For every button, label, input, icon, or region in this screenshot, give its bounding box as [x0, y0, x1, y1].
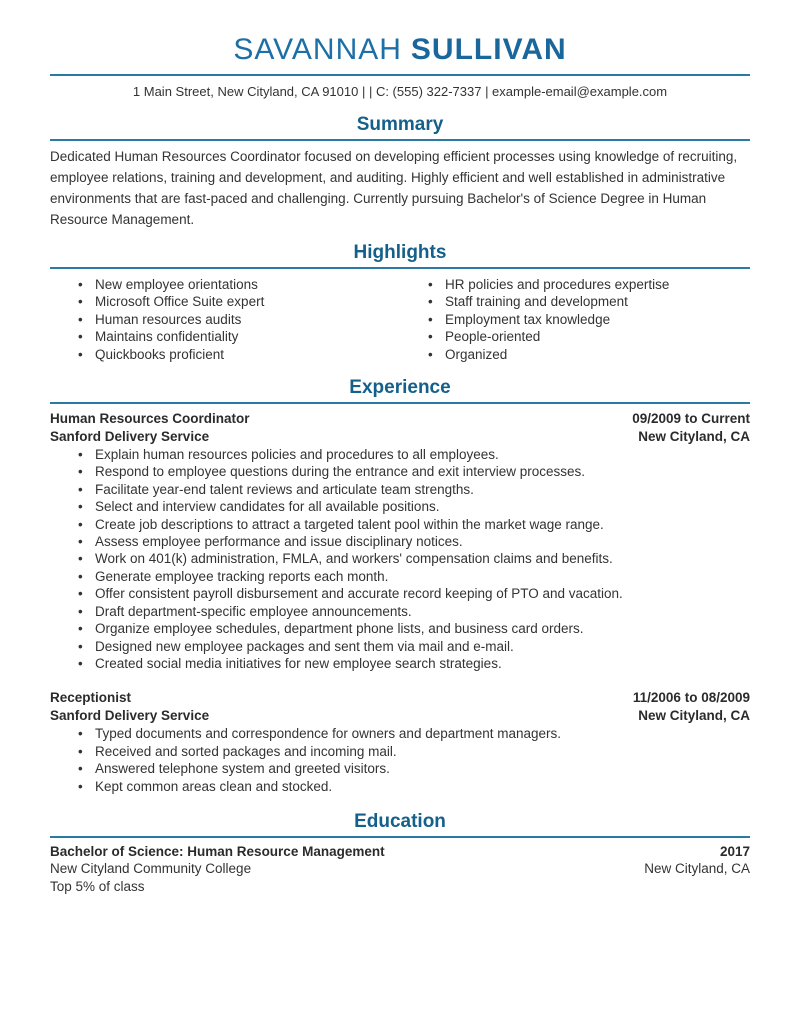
header [50, 34, 750, 100]
summary-section-rule [50, 139, 750, 141]
highlights-section-title: Highlights [353, 242, 447, 263]
education-section-title: Education [354, 810, 446, 832]
job-bullet: • Draft department-specific employee announcements. [75, 603, 750, 620]
job-title-row [50, 410, 750, 428]
job-bullet-list [50, 725, 750, 795]
section-summary [50, 114, 750, 230]
school-name: New Cityland Community College [50, 861, 252, 877]
highlights-list-right [400, 276, 750, 363]
job-dates: 09/2009 to Current [632, 411, 750, 427]
job-bullet: • Facilitate year-end talent reviews and articulate team strengths. [75, 481, 750, 498]
highlight-item: • Employment tax knowledge [425, 311, 750, 328]
section-highlights [50, 242, 750, 363]
highlights-section-rule [50, 267, 750, 269]
job-entry-hr-coordinator [50, 410, 750, 672]
education-entry [50, 843, 750, 896]
education-degree-row [50, 843, 750, 861]
candidate-first-name: SAVANNAH [233, 33, 402, 66]
header-rule [50, 74, 750, 76]
job-bullet: • Organize employee schedules, department phone lists, and business card orders. [75, 620, 750, 637]
education-note: Top 5% of class [50, 878, 145, 894]
job-bullet: • Assess employee performance and issue disciplinary notices. [75, 533, 750, 550]
job-bullet-list [50, 446, 750, 672]
job-company-row [50, 428, 750, 446]
highlight-item: • Maintains confidentiality [75, 328, 400, 345]
job-location: New Cityland, CA [638, 428, 750, 444]
job-bullet: • Offer consistent payroll disbursement and accurate record keeping of PTO and vacation. [75, 585, 750, 602]
contact-line: 1 Main Street, New Cityland, CA 91010 | | C: (555) 322-7337 | example-email@example.com [132, 84, 668, 99]
highlight-item: • Staff training and development [425, 293, 750, 310]
job-bullet: • Select and interview candidates for all available positions. [75, 498, 750, 515]
job-bullet: • Work on 401(k) administration, FMLA, and workers' compensation claims and benefits. [75, 550, 750, 567]
job-title: Receptionist [50, 690, 132, 706]
highlight-item: • Human resources audits [75, 311, 400, 328]
job-entry-receptionist [50, 689, 750, 795]
summary-section-title: Summary [356, 114, 444, 135]
job-bullet: • Designed new employee packages and sent them via mail and e-mail. [75, 638, 750, 655]
job-bullet: • Respond to employee questions during the entrance and exit interview processes. [75, 463, 750, 480]
highlight-item: • Organized [425, 346, 750, 363]
section-experience [50, 377, 750, 795]
job-bullet: • Explain human resources policies and procedures to all employees. [75, 446, 750, 463]
job-dates: 11/2006 to 08/2009 [632, 690, 750, 706]
job-company-row [50, 707, 750, 725]
experience-section-title: Experience [349, 377, 451, 399]
degree: Bachelor of Science: Human Resource Management [50, 843, 385, 859]
job-bullet: • Kept common areas clean and stocked. [75, 778, 750, 795]
job-bullet: • Generate employee tracking reports each month. [75, 568, 750, 585]
job-bullet: • Received and sorted packages and incoming mail. [75, 743, 750, 760]
job-bullet: • Create job descriptions to attract a targeted talent pool within the market wage range. [75, 516, 750, 533]
job-title-row [50, 689, 750, 707]
section-education [50, 811, 750, 896]
job-bullet: • Answered telephone system and greeted visitors. [75, 760, 750, 777]
highlights-list-left [50, 276, 400, 363]
highlight-item: • People-oriented [425, 328, 750, 345]
highlight-item: • Microsoft Office Suite expert [75, 293, 400, 310]
candidate-last-name: SULLIVAN [410, 33, 567, 66]
candidate-name [50, 34, 750, 66]
job-bullet: • Created social media initiatives for new employee search strategies. [75, 655, 750, 672]
education-school-row [50, 860, 750, 878]
graduation-year: 2017 [719, 843, 750, 859]
job-location: New Cityland, CA [638, 707, 750, 723]
experience-section-rule [50, 402, 750, 404]
highlight-item: • Quickbooks proficient [75, 346, 400, 363]
job-bullet: • Typed documents and correspondence for owners and department managers. [75, 725, 750, 742]
highlight-item: • HR policies and procedures expertise [425, 276, 750, 293]
education-section-rule [50, 836, 750, 838]
job-company: Sanford Delivery Service [50, 707, 210, 723]
highlights-columns [50, 276, 750, 363]
summary-text: Dedicated Human Resources Coordinator focused on developing efficient processes using knowledge of recruiting, employee relations, training and development, and auditing. Highly efficient and well established in administrative environments that are fast-paced and challenging. Currently pursuing Bachelor's of Science Degree in Human Resource Management. [50, 149, 738, 227]
school-location: New Cityland, CA [644, 861, 750, 877]
job-company: Sanford Delivery Service [50, 428, 210, 444]
job-title: Human Resources Coordinator [50, 411, 250, 427]
highlight-item: • New employee orientations [75, 276, 400, 293]
